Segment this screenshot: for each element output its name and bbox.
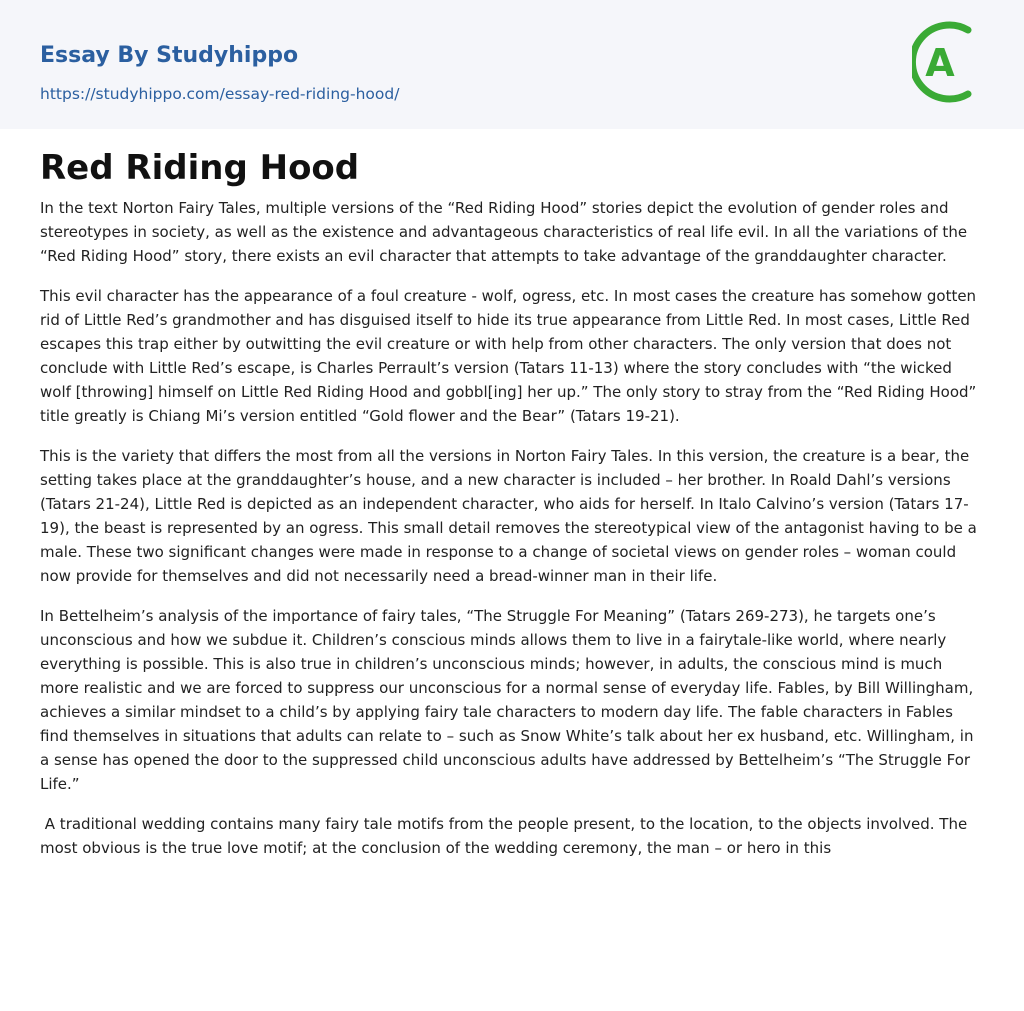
essay-paragraph-2: This evil character has the appearance of a foul creature - wolf, ogress, etc. In most cases the creature has somehow gotten rid of Little Red’s grandmother and has disguised itself to hide its true appearance from Little Red. In most cases, Little Red escapes this trap either by outwitting the evil creature or with help from other characters. The only version that does not conclude with Little Red’s escape, is Charles Perrault’s version (Tatars 11-13) where the story concludes with “the wicked wolf [throwing] himself on Little Red Riding Hood and gobbl[ing] her up.” The only story to stray from the “Red Riding Hood” title greatly is Chiang Mi’s version entitled “Gold flower and the Bear” (Tatars 19-21). — [40, 287, 977, 425]
header — [0, 0, 1024, 129]
essay-paragraph-3: This is the variety that differs the most from all the versions in Norton Fairy Tales. In this version, the creature is a bear, the setting takes place at the granddaughter’s house, and a new character is included – her brother. In Roald Dahl’s versions (Tatars 21-24), Little Red is depicted as an independent character, who aids for herself. In Italo Calvino’s version (Tatars 17-19), the beast is represented by an ogress. This small detail removes the stereotypical view of the antagonist having to be a male. These two significant changes were made in response to a change of societal views on gender roles – woman could now provide for themselves and did not necessarily need a bread-winner man in their life. — [40, 447, 977, 585]
essay-content — [40, 140, 985, 876]
essay-paragraph-1: In the text Norton Fairy Tales, multiple versions of the “Red Riding Hood” stories depict the evolution of gender roles and stereotypes in society, as well as the existence and advantageous characteristics of real life evil. In all the variations of the “Red Riding Hood” story, there exists an evil character that attempts to take advantage of the granddaughter character. — [40, 199, 968, 265]
letter-a-circle-logo-icon[interactable] — [912, 18, 988, 106]
site-title[interactable]: Essay By Studyhippo — [40, 43, 299, 68]
essay-paragraph-4: In Bettelheim’s analysis of the importance of fairy tales, “The Struggle For Meaning” (Tatars 269-273), he targets one’s unconscious and how we subdue it. Children’s conscious minds allows them to live in a fairytale-like world, where nearly everything is possible. This is also true in children’s unconscious minds; however, in adults, the conscious mind is much more realistic and we are forced to suppress our unconscious for a normal sense of everyday life. Fables, by Bill Willingham, achieves a similar mindset to a child’s by applying fairy tale characters to modern day life. The fable characters in Fables find themselves in situations that adults can relate to – such as Snow White’s talk about her ex husband, etc. Willingham, in a sense has opened the door to the suppressed child unconscious adults have addressed by Bettelheim’s “The Struggle For Life.” — [40, 607, 974, 793]
essay-paragraph-5: A traditional wedding contains many fairy tale motifs from the people present, to the location, to the objects involved. The most obvious is the true love motif; at the conclusion of the wedding ceremony, the man – or hero in this — [40, 815, 972, 857]
source-url-link[interactable]: https://studyhippo.com/essay-red-riding-hood/ — [40, 85, 400, 103]
essay-title: Red Riding Hood — [40, 148, 360, 188]
logo-letter: A — [925, 41, 955, 85]
